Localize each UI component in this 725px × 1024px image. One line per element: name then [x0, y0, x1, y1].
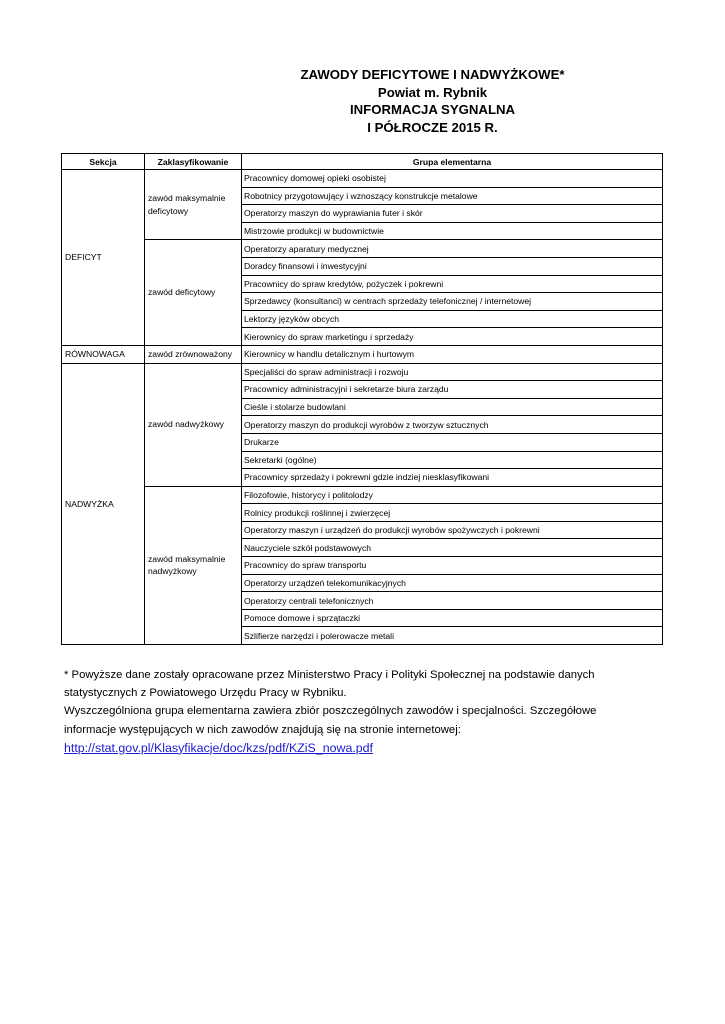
footnote-line-3: Wyszczególniona grupa elementarna zawiera zbiór poszczególnych zawodów i specjalności. Szczegółowe: [64, 705, 597, 718]
group-cell: Mistrzowie produkcji w budownictwie: [242, 222, 663, 240]
group-cell: Operatorzy maszyn do wyprawiania futer i skór: [242, 205, 663, 223]
group-cell: Kierownicy w handlu detalicznym i hurtowym: [242, 345, 663, 363]
title-line-1: ZAWODY DEFICYTOWE I NADWYŻKOWE*: [300, 67, 565, 82]
occupations-table: [61, 153, 663, 645]
group-cell: Pracownicy administracyjni i sekretarze biura zarządu: [242, 381, 663, 399]
table-header-row: [62, 154, 663, 170]
title-line-2: Powiat m. Rybnik: [377, 84, 488, 100]
group-cell: Nauczyciele szkół podstawowych: [242, 539, 663, 557]
section-cell: DEFICYT: [62, 170, 145, 346]
table-row: [62, 240, 663, 258]
group-cell: Operatorzy maszyn do produkcji wyrobów z tworzyw sztucznych: [242, 416, 663, 434]
group-cell: Operatorzy maszyn i urządzeń do produkcji wyrobów spożywczych i pokrewni: [242, 521, 663, 539]
group-cell: Rolnicy produkcji roślinnej i zwierzęcej: [242, 504, 663, 522]
group-cell: Pracownicy domowej opieki osobistej: [242, 170, 663, 188]
title-line-4: I PÓŁROCZE 2015 R.: [367, 119, 498, 135]
group-cell: Lektorzy języków obcych: [242, 310, 663, 328]
group-cell: Drukarze: [242, 433, 663, 451]
category-cell: zawód zrównoważony: [145, 345, 242, 363]
column-header-grupa: Grupa elementarna: [242, 154, 663, 170]
table-row: [62, 363, 663, 381]
table-row: [62, 486, 663, 504]
group-cell: Sprzedawcy (konsultanci) w centrach sprzedaży telefonicznej / internetowej: [242, 293, 663, 311]
table-body: [62, 170, 663, 645]
table-row: [62, 345, 663, 363]
section-cell: NADWYŻKA: [62, 363, 145, 645]
table-row: [62, 170, 663, 188]
group-cell: Operatorzy aparatury medycznej: [242, 240, 663, 258]
group-cell: Kierownicy do spraw marketingu i sprzedaży: [242, 328, 663, 346]
footnote-line-2: statystycznych z Powiatowego Urzędu Pracy w Rybniku.: [64, 687, 347, 700]
category-cell: zawód maksymalnie nadwyżkowy: [145, 486, 242, 644]
group-cell: Operatorzy centrali telefonicznych: [242, 592, 663, 610]
section-cell: RÓWNOWAGA: [62, 345, 145, 363]
footnote-line-4: informacje występujących w nich zawodów znajdują się na stronie internetowej:: [64, 723, 461, 736]
group-cell: Pomoce domowe i sprzątaczki: [242, 609, 663, 627]
group-cell: Pracownicy do spraw transportu: [242, 557, 663, 575]
document-title: [250, 66, 615, 136]
footnote: [64, 666, 664, 758]
group-cell: Filozofowie, historycy i politolodzy: [242, 486, 663, 504]
group-cell: Robotnicy przygotowujący i wznoszący konstrukcje metalowe: [242, 187, 663, 205]
group-cell: Operatorzy urządzeń telekomunikacyjnych: [242, 574, 663, 592]
group-cell: Doradcy finansowi i inwestycyjni: [242, 257, 663, 275]
category-cell: zawód deficytowy: [145, 240, 242, 346]
kzis-link[interactable]: http://stat.gov.pl/Klasyfikacje/doc/kzs/pdf/KZiS_nowa.pdf: [64, 740, 374, 755]
group-cell: Pracownicy sprzedaży i pokrewni gdzie indziej niesklasyfikowani: [242, 469, 663, 487]
category-cell: zawód nadwyżkowy: [145, 363, 242, 486]
column-header-zaklasyfikowanie: Zaklasyfikowanie: [145, 154, 242, 170]
footnote-line-1: * Powyższe dane zostały opracowane przez Ministerstwo Pracy i Polityki Społecznej na podstawie danych: [64, 669, 595, 681]
group-cell: Specjaliści do spraw administracji i rozwoju: [242, 363, 663, 381]
group-cell: Szlifierze narzędzi i polerowacze metali: [242, 627, 663, 645]
title-line-3: INFORMACJA SYGNALNA: [349, 102, 516, 118]
column-header-sekcja: Sekcja: [62, 154, 145, 170]
group-cell: Pracownicy do spraw kredytów, pożyczek i pokrewni: [242, 275, 663, 293]
group-cell: Sekretarki (ogólne): [242, 451, 663, 469]
category-cell: zawód maksymalnie deficytowy: [145, 170, 242, 240]
group-cell: Cieśle i stolarze budowlani: [242, 398, 663, 416]
